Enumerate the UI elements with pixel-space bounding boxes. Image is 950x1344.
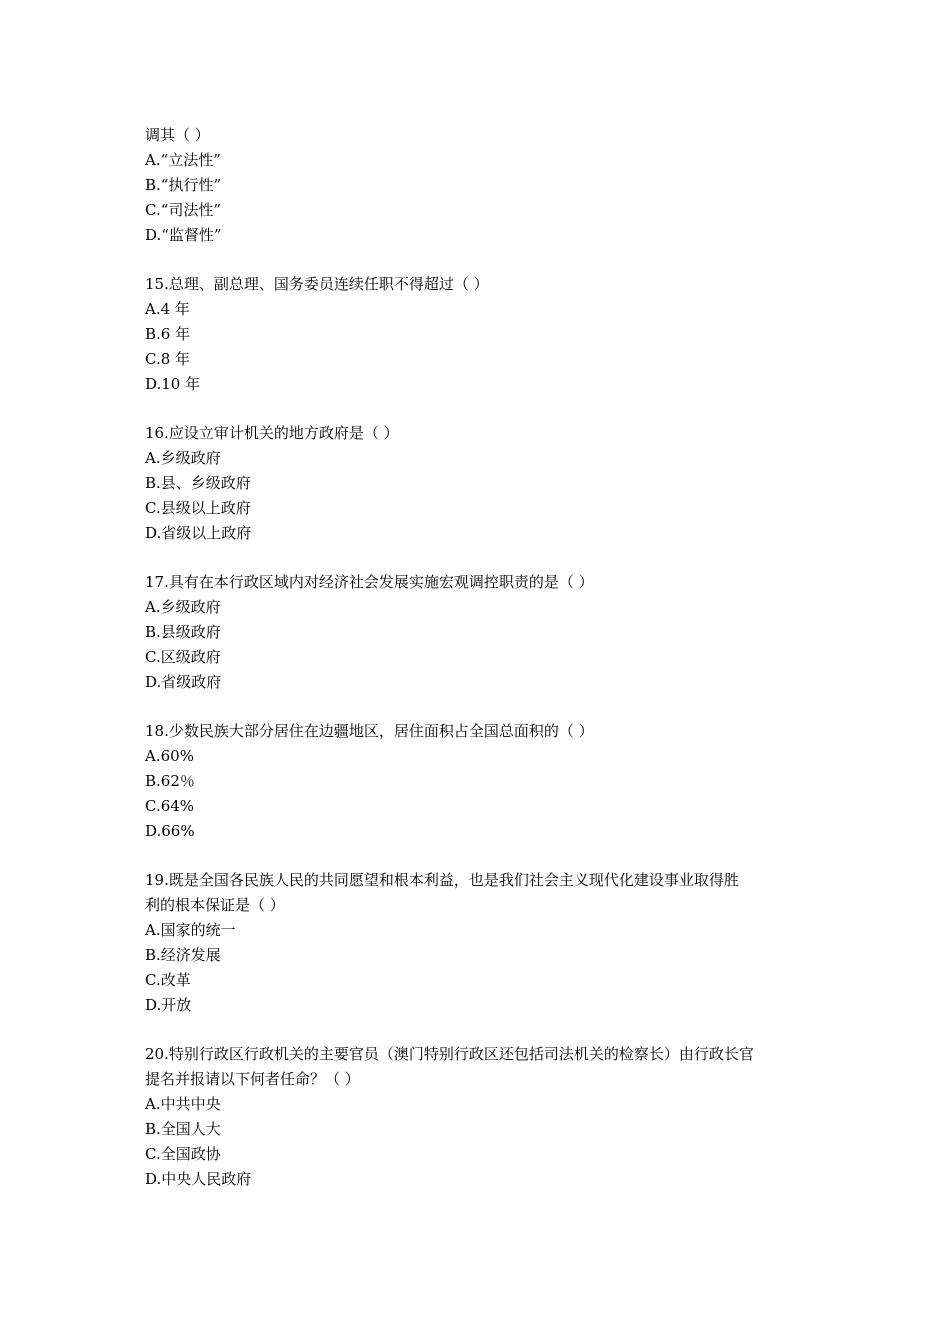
option-a: A.乡级政府	[145, 449, 221, 467]
question-text: 15.总理、副总理、国务委员连续任职不得超过（ ）	[145, 275, 489, 293]
option-b: B.62％	[145, 772, 195, 790]
option-a: A.60%	[145, 747, 194, 765]
question-text: 16.应设立审计机关的地方政府是（ ）	[145, 424, 399, 442]
option-c: C.县级以上政府	[145, 499, 251, 517]
question-text-line-2: 利的根本保证是（ ）	[145, 896, 285, 914]
option-d: D.“监督性”	[145, 226, 222, 244]
option-d: D.省级以上政府	[145, 524, 252, 542]
option-d: D.开放	[145, 996, 192, 1014]
option-c: C.64%	[145, 797, 195, 815]
document-page	[145, 123, 825, 1216]
option-a: A.4 年	[145, 300, 190, 318]
option-b: B.经济发展	[145, 946, 221, 964]
option-b: B.县级政府	[145, 623, 221, 641]
question-block-19	[145, 868, 825, 1018]
question-block-20	[145, 1042, 825, 1192]
option-c: C.全国政协	[145, 1145, 221, 1163]
option-d: D.66%	[145, 822, 195, 840]
option-a: A.乡级政府	[145, 598, 221, 616]
option-a: A.国家的统一	[145, 921, 236, 939]
option-c: C.改革	[145, 971, 191, 989]
question-block-17	[145, 570, 825, 695]
option-c: C.“司法性”	[145, 201, 222, 219]
question-block-18	[145, 719, 825, 844]
question-text: 调其（ ）	[145, 126, 210, 144]
option-c: C.区级政府	[145, 648, 221, 666]
question-text-line-1: 19.既是全国各民族人民的共同愿望和根本利益，也是我们社会主义现代化建设事业取得胜	[145, 871, 739, 889]
option-a: A.“立法性”	[145, 151, 221, 169]
question-block-15	[145, 272, 825, 397]
question-text: 18.少数民族大部分居住在边疆地区，居住面积占全国总面积的（ ）	[145, 722, 594, 740]
option-b: B.6 年	[145, 325, 191, 343]
option-b: B.全国人大	[145, 1120, 221, 1138]
question-text-line-2: 提名并报请以下何者任命？（ ）	[145, 1070, 360, 1088]
question-text-line-1: 20.特别行政区行政机关的主要官员（澳门特别行政区还包括司法机关的检察长）由行政长官	[145, 1045, 754, 1063]
option-d: D.省级政府	[145, 673, 222, 691]
option-c: C.8 年	[145, 350, 191, 368]
question-block-16	[145, 421, 825, 546]
option-d: D.10 年	[145, 375, 201, 393]
question-text: 17.具有在本行政区域内对经济社会发展实施宏观调控职责的是（ ）	[145, 573, 594, 591]
option-b: B.县、乡级政府	[145, 474, 251, 492]
question-block-14	[145, 123, 825, 248]
option-d: D.中央人民政府	[145, 1170, 252, 1188]
option-a: A.中共中央	[145, 1095, 221, 1113]
option-b: B.“执行性”	[145, 176, 222, 194]
